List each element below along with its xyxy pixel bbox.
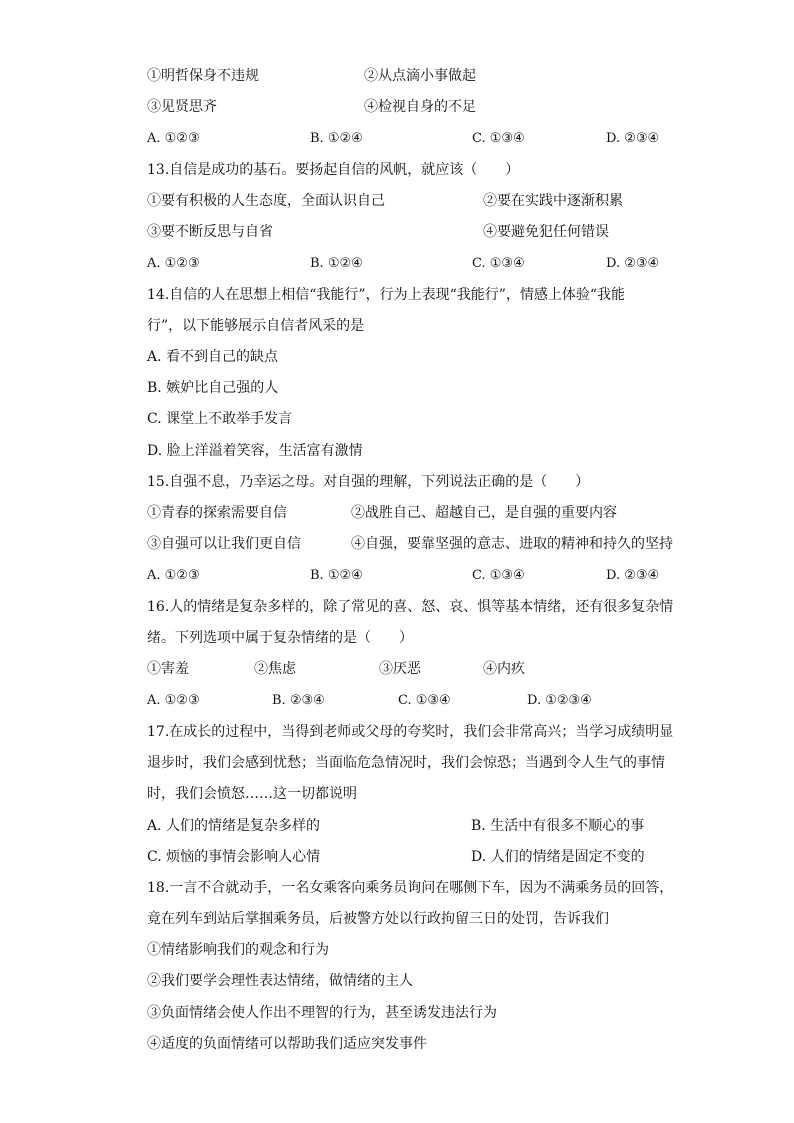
statement: ②从点滴小事做起 — [364, 68, 476, 84]
question-stem: 13.自信是成功的基石。要扬起自信的风帆，就应该（ ） — [147, 162, 520, 178]
statement: ②战胜自己、超越自己，是自强的重要内容 — [351, 505, 617, 521]
statement: ②我们要学会理性表达情绪，做情绪的主人 — [147, 973, 413, 989]
option-d[interactable]: D. ②③④ — [606, 256, 660, 271]
option-b[interactable]: B. ①②④ — [310, 568, 363, 583]
statement: ④适度的负面情绪可以帮助我们适应突发事件 — [147, 1036, 427, 1052]
statement: ①明哲保身不违规 — [147, 68, 259, 84]
question-stem: 退步时，我们会感到忧愁；当面临危急情况时，我们会惊恐；当遇到令人生气的事情 — [147, 755, 665, 771]
question-stem: 18.一言不合就动手，一名女乘客向乘务员询问在哪侧下车，因为不满乘务员的回答， — [147, 880, 674, 896]
question-stem: 时，我们会愤怒……这一切都说明 — [147, 786, 357, 802]
statement: ④要避免犯任何错误 — [483, 224, 609, 240]
option-a[interactable]: A. 人们的情绪是复杂多样的 — [147, 818, 321, 834]
statement: ③负面情绪会使人作出不理智的行为，甚至诱发违法行为 — [147, 1005, 497, 1021]
question-stem: 16.人的情绪是复杂多样的，除了常见的喜、怒、哀、惧等基本情绪，还有很多复杂情 — [147, 599, 674, 615]
question-stem: 绪。下列选项中属于复杂情绪的是（ ） — [147, 630, 413, 646]
option-a[interactable]: A. ①②③ — [147, 256, 200, 271]
option-c[interactable]: C. ①③④ — [472, 256, 525, 271]
statement: ③厌恶 — [379, 661, 421, 677]
statement: ①害羞 — [147, 661, 189, 677]
option-a[interactable]: A. ①②③ — [147, 131, 200, 146]
option-b[interactable]: B. ①②④ — [310, 256, 363, 271]
option-c[interactable]: C. ①③④ — [472, 568, 525, 583]
option-b[interactable]: B. ①②④ — [310, 131, 363, 146]
question-stem: 行”，以下能够展示自信者风采的是 — [147, 318, 365, 334]
option-c[interactable]: C. 烦恼的事情会影响人心情 — [147, 849, 321, 865]
statement: ④内疚 — [483, 661, 525, 677]
statement: ①青春的探索需要自信 — [147, 505, 287, 521]
option-c[interactable]: C. ①③④ — [472, 131, 525, 146]
option-d[interactable]: D. 人们的情绪是固定不变的 — [471, 849, 645, 865]
statement: ④检视自身的不足 — [364, 99, 476, 115]
statement: ④自强，要靠坚强的意志、进取的精神和持久的坚持 — [351, 536, 673, 552]
option-c[interactable]: C. ①③④ — [398, 693, 451, 708]
option-b[interactable]: B. 嫉妒比自己强的人 — [147, 380, 279, 396]
option-d[interactable]: D. ②③④ — [606, 131, 660, 146]
option-d[interactable]: D. 脸上洋溢着笑容，生活富有激情 — [147, 443, 363, 459]
statement: ②要在实践中逐渐积累 — [483, 193, 623, 209]
option-c[interactable]: C. 课堂上不敢举手发言 — [147, 411, 293, 427]
statement: ③见贤思齐 — [147, 99, 217, 115]
question-stem: 17.在成长的过程中，当得到老师或父母的夸奖时，我们会非常高兴；当学习成绩明显 — [147, 724, 674, 740]
statement: ③自强可以让我们更自信 — [147, 536, 301, 552]
question-stem: 15.自强不息，乃幸运之母。对自强的理解，下列说法正确的是（ ） — [147, 474, 590, 490]
option-b[interactable]: B. ②③④ — [272, 693, 325, 708]
option-b[interactable]: B. 生活中有很多不顺心的事 — [471, 818, 645, 834]
option-d[interactable]: D. ①②③④ — [527, 693, 592, 708]
statement: ①情绪影响我们的观念和行为 — [147, 942, 329, 958]
statement: ③要不断反思与自省 — [147, 224, 273, 240]
question-stem: 14.自信的人在思想上相信“我能行”，行为上表现“我能行”，情感上体验“我能 — [147, 287, 626, 303]
option-a[interactable]: A. 看不到自己的缺点 — [147, 349, 279, 365]
option-a[interactable]: A. ①②③ — [147, 693, 200, 708]
statement: ②焦虑 — [254, 661, 296, 677]
option-a[interactable]: A. ①②③ — [147, 568, 200, 583]
option-d[interactable]: D. ②③④ — [606, 568, 660, 583]
question-stem: 竟在列车到站后掌掴乘务员，后被警方处以行政拘留三日的处罚，告诉我们 — [147, 911, 609, 927]
statement: ①要有积极的人生态度，全面认识自己 — [147, 193, 385, 209]
